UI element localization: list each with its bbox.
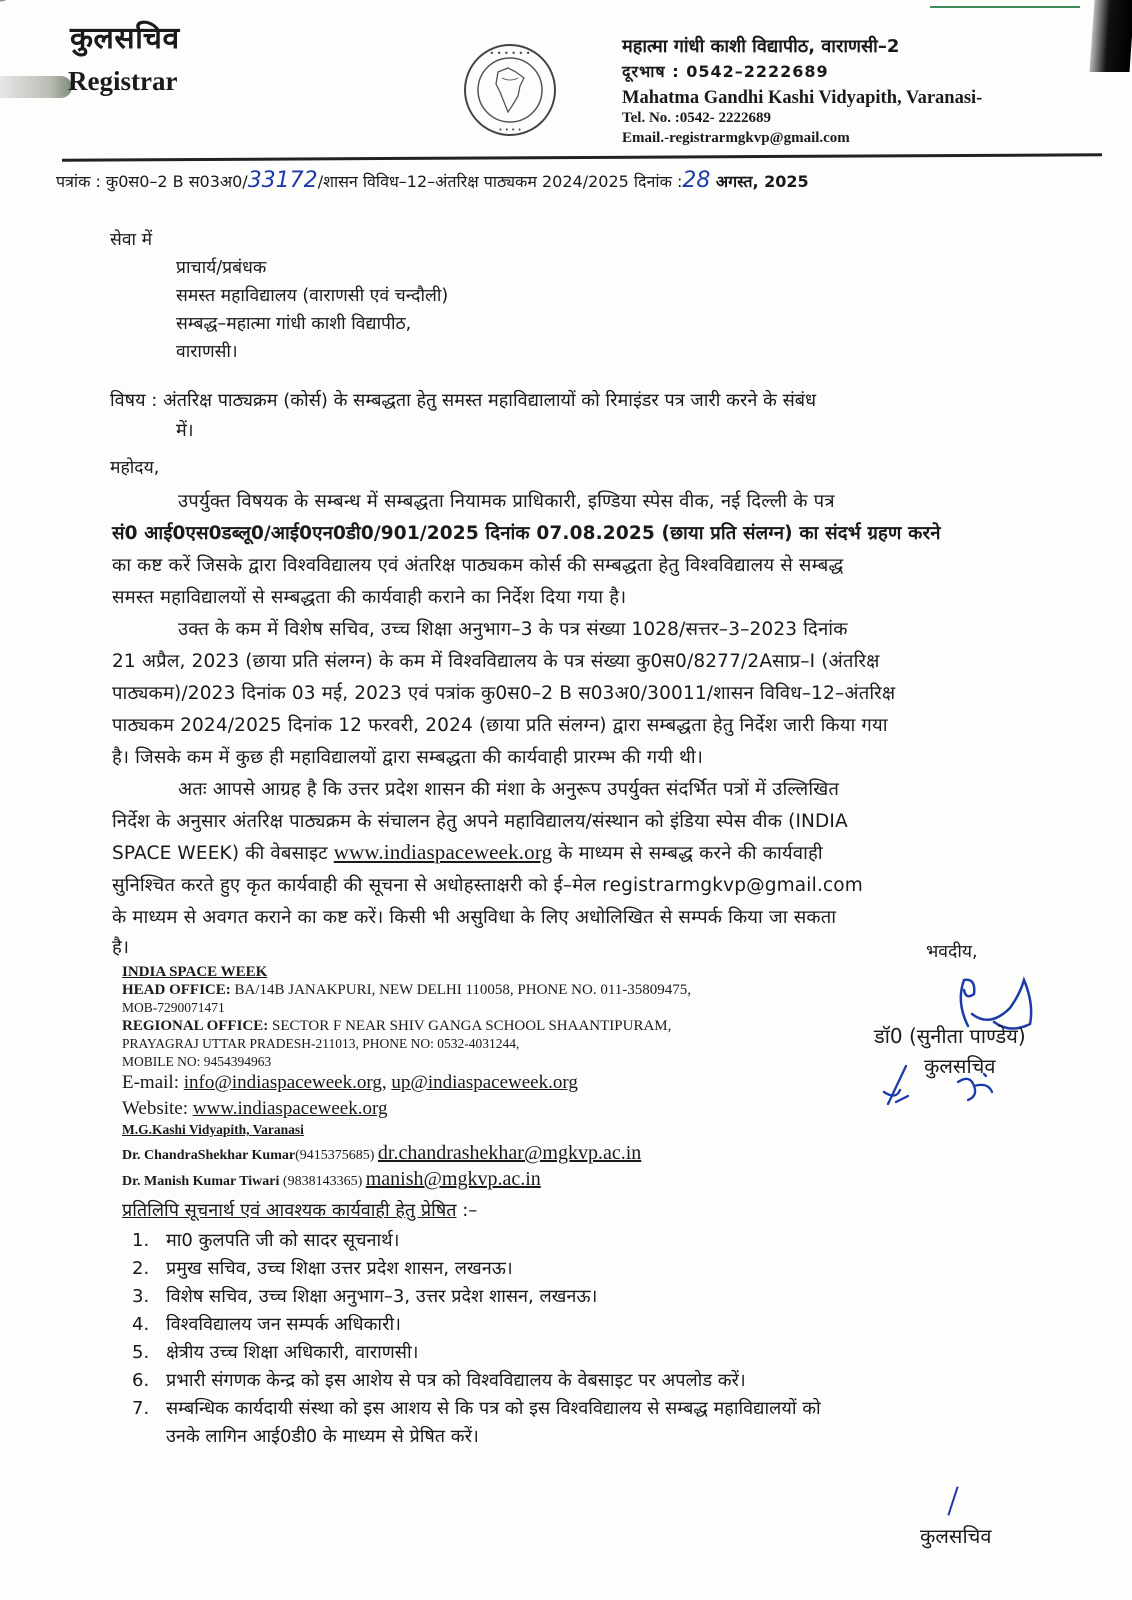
addressee-line: वाराणसी। [176,342,238,362]
body-p2-line: पाठ्यकम)/2023 दिनांक 03 मई, 2023 एवं पत्रांक कु0स0–2 B स03अ0/30011/शासन विविध–12–अंतरिक्ष [112,683,896,704]
body-p2-line: 21 अप्रैल, 2023 (छाया प्रति संलग्न) के कम में विश्वविद्यालय के पत्र संख्या कु0स0/8277/2Aसाप्र–I (अंतरिक्ष [112,651,880,672]
contact-website-line [122,1098,387,1120]
item-text: विश्वविद्यालय जन सम्पर्क अधिकारी। [166,1314,401,1335]
body-text: SPACE WEEK) की वेबसाइट [112,843,334,864]
handwritten-day: 28 [682,168,711,193]
body-p1-line: समस्त महाविद्यालयों से सम्बद्धता की कार्यवाही कराने का निर्देश दिया गया है। [112,587,627,608]
contact-person-name: Dr. Manish Kumar Tiwari [122,1174,280,1189]
svg-text:• • • •: • • • • [498,126,522,134]
initial-stroke-icon [947,1486,958,1515]
item-number: 7. [132,1398,150,1419]
bottom-designation: कुलसचिव [920,1524,992,1548]
item-number: 1. [132,1230,150,1251]
svg-text:• • • • • •: • • • • • • [489,49,531,58]
head-office-line [122,982,691,999]
addressee-line: समस्त महाविद्यालय (वाराणसी एवं चन्दौली) [176,286,449,306]
website-link[interactable]: www.indiaspaceweek.org [333,840,553,864]
item-number: 4. [132,1314,150,1335]
email-link-info[interactable]: info@indiaspaceweek.org [183,1072,382,1093]
body-p1-line: सं0 आई0एस0डब्लू0/आई0एन0डी0/901/2025 दिनांक 07.08.2025 (छाया प्रति संलग्न) का संदर्भ ग्रहण करने [112,523,941,544]
reference-date: अगस्त, 2025 [710,172,809,191]
copy-to-heading-text: प्रतिलिपि सूचनार्थ एवं आवश्यक कार्यवाही हेतु प्रेषित [122,1200,457,1221]
header-email: Email.-registrarmgkvp@gmail.com [622,130,850,146]
contact-org-title: INDIA SPACE WEEK [122,964,268,980]
university-name-english: Mahatma Gandhi Kashi Vidyapith, Varanasi- [622,88,983,108]
contact-email-line [122,1072,578,1094]
salutation-to: सेवा में [110,230,153,250]
email-link-up[interactable]: up@indiaspaceweek.org [391,1072,578,1093]
item-text: सम्बन्धिक कार्यदायी संस्था को इस आशय से कि पत्र को इस विश्वविद्यालय से सम्बद्ध महाविद्यालयों को [166,1398,821,1419]
item-number: 3. [132,1286,150,1307]
office-title-english: Registrar [68,66,178,96]
copy-to-item [132,1228,400,1252]
item-text: क्षेत्रीय उच्च शिक्षा अधिकारी, वाराणसी। [166,1342,419,1363]
copy-to-item [132,1312,401,1336]
copy-to-item [132,1284,597,1308]
item-text: मा0 कुलपति जी को सादर सूचनार्थ। [166,1230,400,1251]
university-seal-icon [462,42,558,138]
item-number: 5. [132,1342,150,1363]
closing: भवदीय, [926,942,978,962]
addressee-line: प्राचार्य/प्रबंधक [176,258,267,278]
body-text: के माध्यम से सम्बद्ध करने की कार्यवाही [552,843,823,864]
body-p2-line: है। जिसके कम में कुछ ही महाविद्यालयों द्वारा सम्बद्धता की कार्यवाही प्रारम्भ की गयी थी। [112,747,703,768]
office-title-hindi: कुलसचिव [70,21,180,56]
body-p1-line: का कष्ट करें जिसके द्वारा विश्वविद्यालय एवं अंतरिक्ष पाठ्यकम कोर्स की सम्बद्धता हेतु विश्वविद्यालय से सम्बद्ध [112,555,844,576]
item-number: 2. [132,1258,150,1279]
contact-person-phone: (9838143365) [279,1174,366,1189]
university-contact-heading: M.G.Kashi Vidyapith, Varanasi [122,1122,304,1137]
telephone-english: Tel. No. :0542- 2222689 [622,110,772,126]
body-p3-line: अतः आपसे आग्रह है कि उत्तर प्रदेश शासन की मंशा के अनुरूप उपर्युक्त संदर्भित पत्रों में उल्लिखित [178,779,840,800]
website-link[interactable]: www.indiaspaceweek.org [192,1098,388,1119]
body-p3-line: के माध्यम से अवगत कराने का कष्ट करें। किसी भी असुविधा के लिए अधोलिखित से सम्पर्क किया जा सकता [112,907,837,928]
paper-scratch-mark [0,0,43,15]
contact-person-line [122,1142,641,1165]
copy-to-heading [122,1200,477,1222]
reference-line [56,168,809,193]
item-text: प्रमुख सचिव, उच्च शिक्षा उत्तर प्रदेश शासन, लखनऊ। [166,1258,513,1279]
addressee-line: सम्बद्ध–महात्मा गांधी काशी विद्यापीठ, [176,314,412,334]
regional-office-line [122,1018,671,1035]
contact-person-name: Dr. ChandraShekhar Kumar [122,1148,296,1163]
university-name-hindi: महात्मा गांधी काशी विद्यापीठ, वाराणसी–2 [622,36,900,57]
initials-icon [878,1060,1018,1110]
contact-person-phone: (9415375685) [295,1148,378,1163]
regional-office-label: REGIONAL OFFICE: [122,1018,269,1034]
reference-prefix: पत्रांक : कु0स0–2 B स03अ0/ [56,172,248,191]
body-p1-line: उपर्युक्त विषयक के सम्बन्ध में सम्बद्धता नियामक प्राधिकारी, इण्डिया स्पेस वीक, नई दिल्ली के पत्र [178,491,835,512]
copy-to-item [132,1368,746,1392]
subject-line [110,390,816,412]
subject-line-2: में। [176,420,194,441]
email-label: E-mail: [122,1072,184,1093]
pen-shadow [0,76,72,98]
contact-person-line [122,1168,541,1191]
copy-to-item [132,1340,418,1364]
body-p3-line: है। [112,937,130,958]
head-office-mobile: MOB-7290071471 [122,1000,225,1015]
copy-to-item-continuation: उनके लागिन आई0डी0 के माध्यम से प्रेषित करें। [166,1426,479,1447]
copy-to-heading-suffix: :– [456,1200,478,1221]
body-p3-line [112,840,823,865]
item-number: 6. [132,1370,150,1391]
subject-text: अंतरिक्ष पाठ्यक्रम (कोर्स) के सम्बद्धता हेतु समस्त महाविद्यालायों को रिमाइंडर पत्र जारी करने के संबंध [163,390,817,411]
head-office-label: HEAD OFFICE: [122,982,231,998]
contact-person-email[interactable]: dr.chandrashekhar@mgkvp.ac.in [377,1142,642,1164]
website-label: Website: [122,1098,193,1119]
email-separator: , [381,1072,392,1093]
scan-edge-shadow [1089,0,1132,72]
regional-office-address: PRAYAGRAJ UTTAR PRADESH-211013, PHONE NO: 0532-4031244, [122,1036,520,1051]
phone-hindi: दूरभाष : 0542–2222689 [622,62,829,81]
scan-edge-line [930,6,1080,8]
body-p2-line: उक्त के कम में विशेष सचिव, उच्च शिक्षा अनुभाग–3 के पत्र संख्या 1028/सत्तर–3–2023 दिनांक [178,619,848,640]
letterhead-divider [62,153,1102,161]
handwritten-ref-number: 33172 [247,168,318,193]
item-text: विशेष सचिव, उच्च शिक्षा अनुभाग–3, उत्तर प्रदेश शासन, लखनऊ। [166,1286,598,1307]
signatory-name: डॉ0 (सुनीता पाण्डेय) [874,1024,1026,1048]
subject-label: विषय : [110,390,164,411]
item-text: प्रभारी संगणक केन्द्र को इस आशेय से पत्र को विश्वविद्यालय के वेबसाइट पर अपलोड करें। [166,1370,746,1391]
body-p3-line: सुनिश्चित करते हुए कृत कार्यवाही की सूचना से अधोहस्ताक्षरी को ई–मेल registrarmgkvp@gmail.com [112,875,863,896]
body-p2-line: पाठ्यकम 2024/2025 दिनांक 12 फरवरी, 2024 (छाया प्रति संलग्न) द्वारा सम्बद्धता हेतु निर्देश जारी किया गया [112,715,888,736]
contact-person-email[interactable]: manish@mgkvp.ac.in [365,1168,541,1190]
copy-to-item [132,1256,513,1280]
head-office-value: BA/14B JANAKPURI, NEW DELHI 110058, PHONE NO. 011-35809475, [230,982,692,998]
greeting: महोदय, [110,458,160,478]
regional-office-mobile: MOBILE NO: 9454394963 [122,1054,272,1069]
copy-to-item [132,1396,821,1420]
regional-office-value: SECTOR F NEAR SHIV GANGA SCHOOL SHAANTIPURAM, [268,1018,672,1034]
reference-suffix: /शासन विविध–12–अंतरिक्ष पाठ्यकम 2024/2025 दिनांक : [317,172,683,191]
body-p3-line: निर्देश के अनुसार अंतरिक्ष पाठ्यक्रम के संचालन हेतु अपने महाविद्यालय/संस्थान को इंडिया स्पेस वीक (INDIA [112,811,848,832]
signatory-designation: कुलसचिव [924,1054,996,1078]
